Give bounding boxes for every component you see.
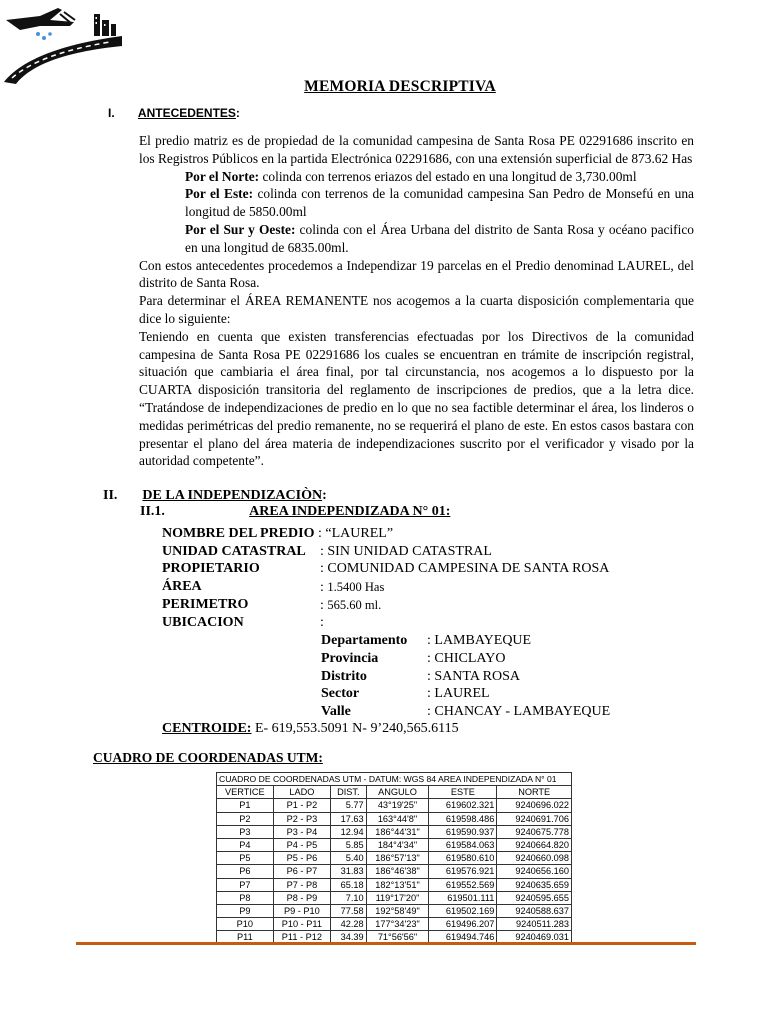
table-row <box>217 878 572 891</box>
field-perimetro-value <box>320 596 381 615</box>
table-cell: 5.85 <box>331 838 367 851</box>
table-cell: 182°13'51" <box>366 878 429 891</box>
field-label: PROPIETARIO <box>162 561 260 576</box>
table-cell: 619590.937 <box>429 825 497 838</box>
table-cell: 9240660.098 <box>497 852 572 865</box>
table-cell: 619576.921 <box>429 865 497 878</box>
field-propietario-value: : COMUNIDAD CAMPESINA DE SANTA ROSA <box>320 561 610 576</box>
column-header: ANGULO <box>366 786 429 799</box>
table-cell: 619502.169 <box>429 904 497 917</box>
field-area <box>162 578 202 596</box>
column-header: LADO <box>273 786 330 799</box>
table-row <box>217 852 572 865</box>
utm-coordinates-table <box>216 772 572 944</box>
table-cell: 9240691.706 <box>497 812 572 825</box>
table-cell: 9240588.637 <box>497 904 572 917</box>
table-cell: 619598.486 <box>429 812 497 825</box>
table-cell: P7 - P8 <box>273 878 330 891</box>
subsection-number: II.1. <box>140 504 165 519</box>
field-perimetro <box>162 596 248 614</box>
lindero-label: Por el Este: <box>185 186 254 202</box>
ubicacion-distrito-value: : SANTA ROSA <box>427 669 521 684</box>
table-cell: 9240675.778 <box>497 825 572 838</box>
lindero-este <box>139 185 694 221</box>
table-cell: 619501.111 <box>429 891 497 904</box>
table-row <box>217 904 572 917</box>
field-label: ÁREA <box>162 579 202 594</box>
field-unidad-value: : SIN UNIDAD CATASTRAL <box>320 544 492 559</box>
table-cell: 65.18 <box>331 878 367 891</box>
table-cell: P8 <box>217 891 274 904</box>
column-header: DIST. <box>331 786 367 799</box>
table-cell: 5.77 <box>331 799 367 812</box>
lindero-text: colinda con terrenos de la comunidad campesina San Pedro de Monsefú en una longitud de 5850.00ml <box>185 186 694 220</box>
area-value: 1.5400 Has <box>327 580 385 594</box>
table-cell: P7 <box>217 878 274 891</box>
table-cell: P2 <box>217 812 274 825</box>
page-title: MEMORIA DESCRIPTIVA <box>304 78 496 95</box>
field-label: UBICACION <box>162 615 244 630</box>
table-cell: P10 - P11 <box>273 918 330 931</box>
paragraph-predio-matriz: El predio matriz es de propiedad de la comunidad campesina de Santa Rosa PE 02291686 inscrito en los Registros Públicos en la partida Electrónica 02291686, con una extensión superficial de 873.62 Has <box>139 133 694 166</box>
ubicacion-valle-value: : CHANCAY - LAMBAYEQUE <box>427 704 611 719</box>
lindero-label: Por el Norte: <box>185 168 260 184</box>
column-header: VERTICE <box>217 786 274 799</box>
ubicacion-provincia-label: Provincia <box>321 651 379 666</box>
table-cell: 9240511.283 <box>497 918 572 931</box>
paragraph-area-remanente: Para determinar el ÁREA REMANENTE nos acogemos a la cuarta disposición complementaria que dice lo siguiente: <box>139 293 694 326</box>
ubicacion-sector-value: : LAUREL <box>427 686 490 701</box>
table-cell: 71°56'56" <box>366 931 429 944</box>
field-label: PERIMETRO <box>162 597 249 612</box>
table-cell: 184°4'34" <box>366 838 429 851</box>
field-ubicacion-value: : <box>320 615 324 630</box>
table-cell: 163°44'8" <box>366 812 429 825</box>
table-cell: P1 <box>217 799 274 812</box>
ubicacion-provincia-value: : CHICLAYO <box>427 651 506 666</box>
table-cell: 7.10 <box>331 891 367 904</box>
table-cell: 31.83 <box>331 865 367 878</box>
table-cell: 9240696.022 <box>497 799 572 812</box>
table-cell: P4 - P5 <box>273 838 330 851</box>
paragraph-transferencias: Teniendo en cuenta que existen transferencias efectuadas por los Directivos de la comunidad campesina de Santa Rosa PE 02291686 los cuales se encuentran en trámite de inscripción registral, situación que cambiaria el área final, por tal circunstancia, nos acogemos a lo dispuesto por la CUARTA disposición transitoria del reglamento de inscripciones de predios, que a la letra dice. “Tratándose de independizaciones de predio en lo que no sea factible determinar el área, los linderos o medidas perimétricas del predio remanente, no se requerirá el plano de este. En estos casos bastara con presentar el plano del área materia de independizaciones suscrito por el verificador y visado por la autoridad competente”. <box>139 328 694 469</box>
field-label: NOMBRE DEL PREDIO <box>162 526 315 541</box>
table-cell: P11 - P12 <box>273 931 330 944</box>
section-number: I. <box>108 106 115 120</box>
value-prefix: : <box>320 598 328 613</box>
table-cell: 17.63 <box>331 812 367 825</box>
table-cell: 43°19'25" <box>366 799 429 812</box>
section-suffix: : <box>322 488 327 503</box>
column-header: ESTE <box>429 786 497 799</box>
table-cell: 619580.610 <box>429 852 497 865</box>
section-antecedentes <box>108 106 240 120</box>
table-cell: P11 <box>217 931 274 944</box>
footer-rule <box>76 942 696 945</box>
company-logo <box>0 0 125 88</box>
table-cell: 192°58'49" <box>366 904 429 917</box>
subsection-area-01 <box>140 504 450 520</box>
table-cell: 9240656.160 <box>497 865 572 878</box>
table-cell: 34.39 <box>331 931 367 944</box>
centroide-value: E- 619,553.5091 N- 9’240,565.6115 <box>251 721 459 736</box>
table-row <box>217 812 572 825</box>
table-cell: P2 - P3 <box>273 812 330 825</box>
field-nombre <box>162 525 314 543</box>
table-header-row <box>217 786 572 799</box>
table-cell: P9 <box>217 904 274 917</box>
field-area-value <box>320 578 384 597</box>
table-row <box>217 838 572 851</box>
cuadro-title: CUADRO DE COORDENADAS UTM: <box>93 750 323 765</box>
table-cell: P9 - P10 <box>273 904 330 917</box>
paragraph-independizar: Con estos antecedentes procedemos a Independizar 19 parcelas en el Predio denominad LAUREL, del distrito de Santa Rosa. <box>139 257 694 291</box>
table-cell: 619584.063 <box>429 838 497 851</box>
table-cell: P1 - P2 <box>273 799 330 812</box>
table-cell: 619494.746 <box>429 931 497 944</box>
table-cell: 9240595.655 <box>497 891 572 904</box>
table-row <box>217 825 572 838</box>
column-header: NORTE <box>497 786 572 799</box>
section-label: DE LA INDEPENDIZACIÒN <box>142 488 323 503</box>
table-cell: 619602.321 <box>429 799 497 812</box>
section-number: II. <box>103 488 118 503</box>
ubicacion-distrito-label: Distrito <box>321 669 367 684</box>
subsection-label: AREA INDEPENDIZADA N° 01: <box>249 504 451 519</box>
table-cell: P6 <box>217 865 274 878</box>
table-cell: 619496.207 <box>429 918 497 931</box>
lindero-sur-oeste <box>139 221 694 257</box>
lindero-label: Por el Sur y Oeste: <box>185 221 296 237</box>
lindero-norte <box>139 168 694 186</box>
centroide-label: CENTROIDE: <box>162 721 252 736</box>
table-cell: 5.40 <box>331 852 367 865</box>
table-cell: 186°46'38" <box>366 865 429 878</box>
section-label: ANTECEDENTES <box>137 106 236 120</box>
centroide <box>162 720 459 738</box>
table-cell: 12.94 <box>331 825 367 838</box>
section-independizacion <box>103 488 327 504</box>
table-cell: P4 <box>217 838 274 851</box>
table-cell: 9240635.659 <box>497 878 572 891</box>
table-cell: 619552.569 <box>429 878 497 891</box>
table-cell: 177°34'23" <box>366 918 429 931</box>
ubicacion-sector-label: Sector <box>321 686 360 701</box>
table-cell: 9240469.031 <box>497 931 572 944</box>
table-cell: 119°17'20" <box>366 891 429 904</box>
table-cell: P10 <box>217 918 274 931</box>
table-cell: P3 <box>217 825 274 838</box>
antecedentes-body <box>139 132 694 470</box>
table-row <box>217 891 572 904</box>
table-cell: P3 - P4 <box>273 825 330 838</box>
lindero-text: colinda con el Área Urbana del distrito de Santa Rosa y océano pacifico en una longitud de 6835.00ml. <box>185 221 694 255</box>
field-ubicacion <box>162 614 244 632</box>
table-cell: 77.58 <box>331 904 367 917</box>
table-cell: 9240664.820 <box>497 838 572 851</box>
field-propietario <box>162 560 260 578</box>
field-unidad <box>162 543 306 561</box>
table-cell: P5 - P6 <box>273 852 330 865</box>
lindero-text: colinda con terrenos eriazos del estado en una longitud de 3,730.00ml <box>259 168 637 184</box>
field-label: UNIDAD CATASTRAL <box>162 544 306 559</box>
table-cell: P5 <box>217 852 274 865</box>
table-row <box>217 799 572 812</box>
table-cell: 42.28 <box>331 918 367 931</box>
table-cell: P8 - P9 <box>273 891 330 904</box>
table-row <box>217 918 572 931</box>
table-cell: 186°44'31" <box>366 825 429 838</box>
ubicacion-departamento-label: Departamento <box>321 633 408 648</box>
field-nombre-value: : “LAUREL” <box>318 526 394 541</box>
table-caption: CUADRO DE COORDENADAS UTM - DATUM: WGS 84 AREA INDEPENDIZADA N° 01 <box>217 773 572 786</box>
value-prefix: : <box>320 580 328 595</box>
ubicacion-valle-label: Valle <box>321 704 351 719</box>
section-suffix: : <box>235 106 240 120</box>
perimetro-value: 565.60 ml. <box>327 598 382 612</box>
table-cell: 186°57'13" <box>366 852 429 865</box>
table-cell: P6 - P7 <box>273 865 330 878</box>
table-row <box>217 865 572 878</box>
ubicacion-departamento-value: : LAMBAYEQUE <box>427 633 532 648</box>
